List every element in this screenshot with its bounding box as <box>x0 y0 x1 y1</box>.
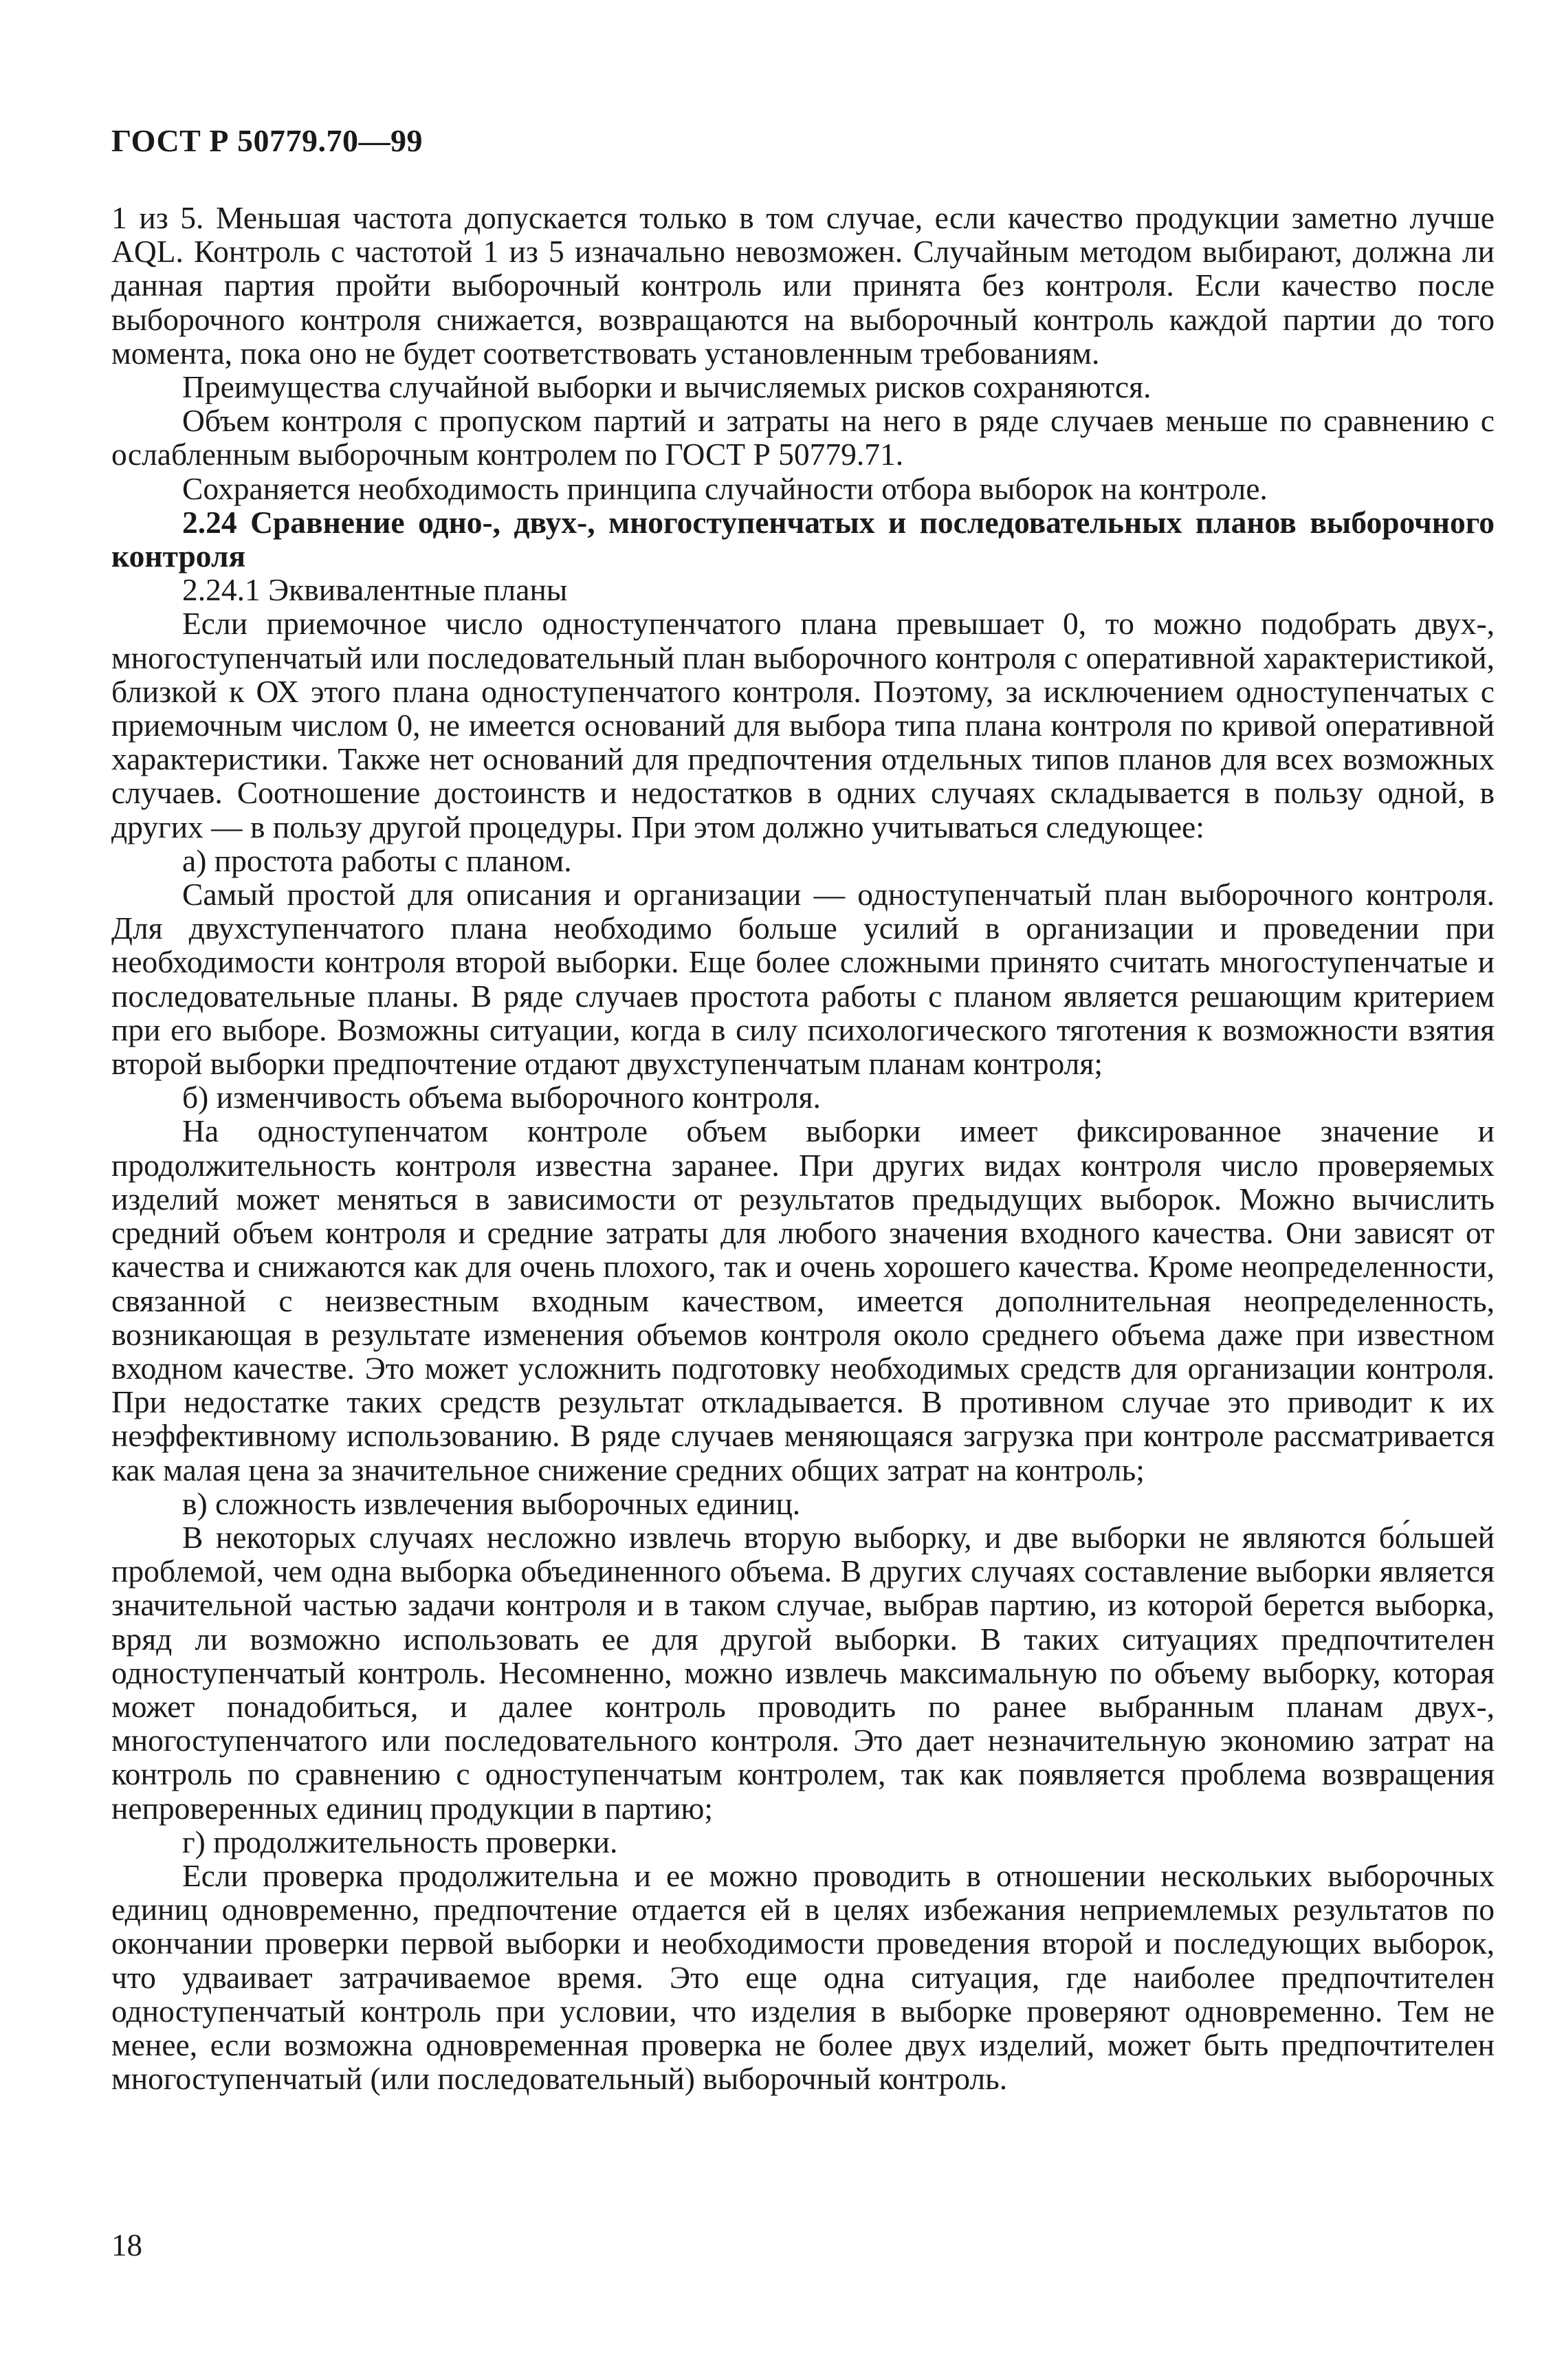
list-item: г) продолжительность проверки. <box>182 1824 618 1859</box>
paragraph: Если проверка продолжительна и ее можно проводить в отношении нескольких выборочных единиц одновременно, предпочтение отдается ей в целях избежания неприемлемых результатов по окончании проверки первой выборки и необходимости проведения второй и последующих выборок, что удваивает затрачиваемое время. Это еще одна ситуация, где наиболее предпочтителен одноступенчатый контроль при условии, что изделия в выборке проверяют одновременно. Тем не менее, если возможна одновременная проверка не более двух изделий, может быть предпочтителен многоступенчатый (или последовательный) выборочный контроль. <box>111 1857 1495 2097</box>
paragraph: Преимущества случайной выборки и вычисляемых рисков сохраняются. <box>182 369 1152 405</box>
paragraph: В некоторых случаях несложно извлечь вторую выборку, и две выборки не являются бо́льшей проблемой, чем одна выборка объединенного объема. В других случаях составление выборки является значительной частью задачи контроля и в таком случае, выбрав партию, из которой берется выборка, вряд ли возможно использовать ее для другой выборки. В таких ситуациях предпочтителен одноступенчатый контроль. Несомненно, можно извлечь максимальную по объему выборку, которая может понадобиться, и далее контроль проводить по ранее выбранным планам двух-, многоступенчатого или последовательного контроля. Это дает незначительную экономию затрат на контроль по сравнению с одноступенчатым контролем, так как появляется проблема возвращения непроверенных единиц продукции в партию; <box>111 1519 1495 1826</box>
paragraph: Сохраняется необходимость принципа случайности отбора выборок на контроле. <box>182 470 1268 506</box>
paragraph: Если приемочное число одноступенчатого плана превышает 0, то можно подобрать двух-, многоступенчатый или последовательный план выборочного контроля с оперативной характеристикой, близкой к ОХ этого плана одноступенчатого контроля. Поэтому, за исключением одноступенчатых с приемочным числом 0, не имеется оснований для выбора типа плана контроля по кривой оперативной характеристики. Также нет оснований для предпочтения отдельных типов планов для всех возможных случаев. Соотношение достоинств и недостатков в одних случаях складывается в пользу одной, в других — в пользу другой процедуры. При этом должно учитываться следующее: <box>111 606 1495 844</box>
subsection-heading: 2.24.1 Эквивалентные планы <box>182 572 568 608</box>
document-body <box>111 201 1495 2095</box>
paragraph: Самый простой для описания и организации — одноступенчатый план выборочного контроля. Для двухступенчатого плана необходимо больше усилий в организации и проведении при необходимости контроля второй выборки. Еще более сложными принято считать многоступенчатые и последовательные планы. В ряде случаев простота работы с планом является решающим критерием при его выборе. Возможны ситуации, когда в силу психологического тяготения к возможности взятия второй выборки предпочтение отдают двухступенчатым планам контроля; <box>111 877 1495 1082</box>
paragraph-continuation: 1 из 5. Меньшая частота допускается только в том случае, если качество продукции заметно лучше AQL. Контроль с частотой 1 из 5 изначально невозможен. Случайным методом выбирают, должна ли данная партия пройти выборочный контроль или принята без контроля. Если качество после выборочного контроля снижается, возвращаются на выборочный контроль каждой партии до того момента, пока оно не будет соответствовать установленным требованиям. <box>111 200 1495 371</box>
list-item: а) простота работы с планом. <box>182 842 572 878</box>
list-item: в) сложность извлечения выборочных единиц. <box>182 1485 801 1521</box>
section-heading: 2.24 Сравнение одно-, двух-, многоступенчатых и последовательных планов выборочного контроля <box>111 504 1495 574</box>
paragraph: Объем контроля с пропуском партий и затраты на него в ряде случаев меньше по сравнению с ослабленным выборочным контролем по ГОСТ Р 50779.71. <box>111 403 1495 472</box>
list-item: б) изменчивость объема выборочного контроля. <box>182 1080 821 1115</box>
document-header: ГОСТ Р 50779.70—99 <box>111 123 423 158</box>
page-number: 18 <box>111 2228 142 2262</box>
paragraph: На одноступенчатом контроле объем выборки имеет фиксированное значение и продолжительность контроля известна заранее. При других видах контроля число проверяемых изделий может меняться в зависимости от результатов предыдущих выборок. Можно вычислить средний объем контроля и средние затраты для любого значения входного качества. Они зависят от качества и снижаются как для очень плохого, так и очень хорошего качества. Кроме неопределенности, связанной с неизвестным входным качеством, имеется дополнительная неопределенность, возникающая в результате изменения объемов контроля около среднего объема даже при известном входном качестве. Это может усложнить подготовку необходимых средств для организации контроля. При недостатке таких средств результат откладывается. В противном случае это приводит к их неэффективному использованию. В ряде случаев меняющаяся загрузка при контроле рассматривается как малая цена за значительное снижение средних общих затрат на контроль; <box>111 1113 1495 1487</box>
